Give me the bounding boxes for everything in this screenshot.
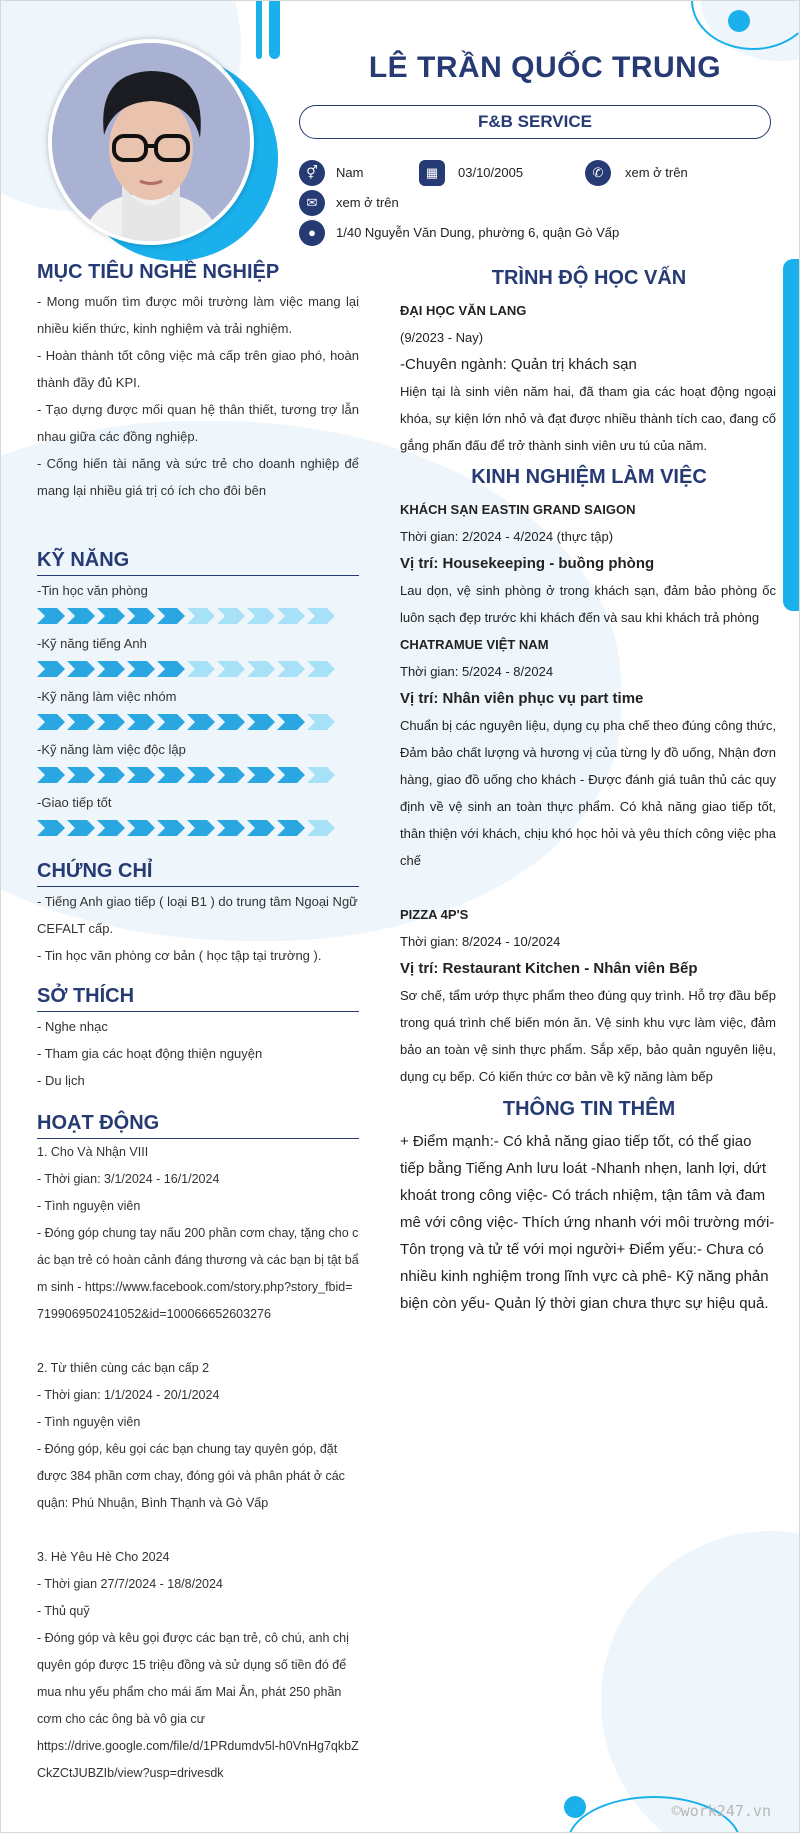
- skill-chevrons: [37, 820, 337, 836]
- watermark: ©work247.vn: [671, 1802, 771, 1820]
- education-period: (9/2023 - Nay): [400, 330, 484, 345]
- skill-chevron-filled: [97, 608, 125, 624]
- activity-time: - Thời gian 27/7/2024 - 18/8/2024: [37, 1577, 223, 1591]
- skill-chevron-empty: [217, 608, 245, 624]
- address-value: 1/40 Nguyễn Văn Dung, phường 6, quận Gò Vấp: [336, 225, 620, 240]
- bg-blob-bottom: [601, 1531, 800, 1833]
- skill-chevron-filled: [127, 767, 155, 783]
- additional-title: THÔNG TIN THÊM: [502, 1098, 676, 1120]
- hobbies-underline: [37, 1011, 359, 1012]
- objective-item: - Cống hiến tài năng và sức trẻ cho doanh nghiệp để mang lại nhiều giá trị có ích cho đôi bên: [37, 456, 359, 498]
- education-major: -Chuyên ngành: Quản trị khách sạn: [400, 356, 637, 373]
- hobbies-list: [37, 1013, 359, 1094]
- activity-desc: - Đóng góp và kêu gọi được các bạn trẻ, cô chú, anh chị quyên góp được 15 triệu đồng và sử dụng số tiền đó để mua nhu yếu phẩm cho mái ấm Mai Ân, phát 250 phần cơm cho các ông bà vô gia cư: [37, 1631, 349, 1726]
- skill-chevron-empty: [247, 661, 275, 677]
- certificates-list: [37, 888, 359, 969]
- spacer: [37, 1328, 359, 1355]
- skill-chevron-filled: [217, 820, 245, 836]
- skill-chevron-filled: [127, 661, 155, 677]
- skill-chevron-filled: [277, 820, 305, 836]
- education-desc: Hiện tại là sinh viên năm hai, đã tham gia các hoạt động ngoại khóa, sự kiện lớn nhỏ và đạt được nhiều thành tích cao, đang cố gắng phấn đấu để trở thành sinh viên ưu tú của năm.: [400, 384, 776, 453]
- skill-chevron-filled: [217, 714, 245, 730]
- hobby-item: - Nghe nhạc: [37, 1019, 108, 1034]
- birthday-value: 03/10/2005: [458, 165, 524, 180]
- activity-desc: - Đóng góp chung tay nấu 200 phần cơm chay, tặng cho các bạn trẻ có hoàn cảnh đáng thương và các bạn bị tật bẩm sinh - https://www.facebook.com/story.php?story_fbid= 719906950241052&id=100066652603276: [37, 1226, 359, 1321]
- skill-chevrons: [37, 661, 337, 677]
- candidate-name: LÊ TRẦN QUỐC TRUNG: [368, 51, 722, 84]
- skill-label: -Giao tiếp tốt: [37, 795, 112, 810]
- job-position: Vị trí: Nhân viên phục vụ part time: [400, 690, 644, 707]
- activity-time: - Thời gian: 3/1/2024 - 16/1/2024: [37, 1172, 220, 1186]
- certificate-item: - Tin học văn phòng cơ bản ( học tập tại trường ).: [37, 948, 322, 963]
- activity-name: 2. Từ thiên cùng các bạn cấp 2: [37, 1361, 210, 1375]
- objective-title: MỤC TIÊU NGHỀ NGHIỆP: [37, 261, 280, 283]
- skill-chevron-filled: [37, 661, 65, 677]
- skill-chevron-filled: [247, 820, 275, 836]
- job-desc: Sơ chế, tẩm ướp thực phẩm theo đúng quy trình. Hỗ trợ đầu bếp trong quá trình chế biến món ăn. Vệ sinh khu vực làm việc, đảm bảo an toàn vệ sinh thực phẩm. Sắp xếp, bảo quản nguyên liệu, dụng cụ bếp. Có kiến thức cơ bản về kỹ năng làm bếp: [400, 988, 776, 1084]
- experience-block: [400, 496, 776, 1090]
- skill-chevron-filled: [127, 714, 155, 730]
- skill-chevron-filled: [277, 714, 305, 730]
- experience-title: KINH NGHIỆM LÀM VIỆC: [471, 466, 707, 488]
- skill-chevron-filled: [67, 608, 95, 624]
- skill-chevrons: [37, 714, 337, 730]
- education-title: TRÌNH ĐỘ HỌC VẤN: [491, 267, 687, 289]
- job-time: Thời gian: 8/2024 - 10/2024: [400, 934, 561, 949]
- skill-chevron-filled: [157, 767, 185, 783]
- activity-name: 3. Hè Yêu Hè Cho 2024: [37, 1550, 170, 1564]
- certificates-title: CHỨNG CHỈ: [37, 860, 153, 882]
- skill-chevron-empty: [187, 608, 215, 624]
- activity-desc: - Đóng góp, kêu gọi các bạn chung tay quyên góp, đặt được 384 phần cơm chay, đóng gói và phân phát ở các quận: Phú Nhuận, Bình Thạnh và Gò Vấp: [37, 1442, 345, 1510]
- hobby-item: - Du lịch: [37, 1073, 85, 1088]
- skill-chevron-filled: [247, 767, 275, 783]
- skill-chevron-empty: [277, 661, 305, 677]
- deco-bar-2: [269, 1, 280, 59]
- skill-chevron-filled: [97, 714, 125, 730]
- skills-underline: [37, 575, 359, 576]
- skill-chevron-filled: [157, 714, 185, 730]
- skill-chevron-empty: [277, 608, 305, 624]
- activity-name: 1. Cho Và Nhận VIII: [37, 1145, 149, 1159]
- job-desc: Lau dọn, vệ sinh phòng ở trong khách sạn, đảm bảo phòng ốc luôn sạch đẹp trước khi khách đến và sau khi khách trả phòng: [400, 583, 776, 625]
- skill-chevron-filled: [127, 820, 155, 836]
- skill-chevron-filled: [247, 714, 275, 730]
- skill-chevron-filled: [37, 820, 65, 836]
- deco-dot-bottom: [564, 1796, 586, 1818]
- skill-chevron-empty: [307, 767, 335, 783]
- deco-dot-top: [728, 10, 750, 32]
- skill-chevron-filled: [277, 767, 305, 783]
- objective-item: - Tạo dựng được mối quan hệ thân thiết, tương trợ lẫn nhau giữa các đồng nghiệp.: [37, 402, 359, 444]
- skill-chevron-filled: [67, 820, 95, 836]
- certificate-item: - Tiếng Anh giao tiếp ( loại B1 ) do trung tâm Ngoại Ngữ CEFALT cấp.: [37, 894, 358, 936]
- skill-bar: [37, 608, 337, 624]
- skill-bar: [37, 767, 337, 783]
- skill-chevron-filled: [217, 767, 245, 783]
- skill-label: -Kỹ năng làm việc nhóm: [37, 689, 177, 704]
- activity-role: - Tình nguyện viên: [37, 1199, 141, 1213]
- skill-chevron-filled: [127, 608, 155, 624]
- skill-chevron-filled: [97, 661, 125, 677]
- skill-chevron-empty: [307, 661, 335, 677]
- job-time: Thời gian: 5/2024 - 8/2024: [400, 664, 554, 679]
- skill-chevron-filled: [97, 820, 125, 836]
- objective-item: - Mong muốn tìm được môi trường làm việc mang lại nhiều kiến thức, kinh nghiệm và trải nghiệm.: [37, 294, 359, 336]
- skill-bar: [37, 714, 337, 730]
- skill-chevron-filled: [187, 767, 215, 783]
- job-position: Vị trí: Housekeeping - buồng phòng: [400, 555, 655, 572]
- gender-icon: ⚥: [299, 160, 325, 186]
- job-time: Thời gian: 2/2024 - 4/2024 (thực tập): [400, 529, 614, 544]
- avatar: [52, 43, 250, 241]
- activity-link[interactable]: https://drive.google.com/file/d/1PRdumdv5l-h0VnHg7qkbZCkZCtJUBZIb/view?usp=drivesdk: [37, 1739, 359, 1780]
- activities-list: [37, 1139, 359, 1787]
- skill-chevron-filled: [157, 608, 185, 624]
- location-icon: ●: [299, 220, 325, 246]
- skill-chevron-empty: [187, 661, 215, 677]
- skills-title: KỸ NĂNG: [37, 549, 130, 571]
- skill-chevron-empty: [217, 661, 245, 677]
- gender-value: Nam: [336, 165, 364, 180]
- phone-value: xem ở trên: [625, 165, 688, 180]
- skill-chevron-filled: [97, 767, 125, 783]
- skill-chevron-empty: [307, 608, 335, 624]
- job-desc: Chuẩn bị các nguyên liệu, dụng cụ pha chế theo đúng công thức, Đảm bảo chất lượng và hương vị của từng ly đồ uống, Nhận đơn hàng, giao đồ uống cho khách - Được đánh giá tuân thủ các quy định về vệ sinh an toàn thực phẩm. Có khả năng giao tiếp tốt, thân thiện với khách, chịu khó học hỏi và yêu thích công việc pha chế: [400, 718, 776, 868]
- calendar-icon: ▦: [419, 160, 445, 186]
- skill-chevron-empty: [307, 820, 335, 836]
- job-position: Vị trí: Restaurant Kitchen - Nhân viên Bếp: [400, 960, 698, 977]
- deco-side-bar: [783, 259, 800, 611]
- spacer: [400, 874, 776, 901]
- skill-chevron-filled: [37, 608, 65, 624]
- skill-chevron-filled: [157, 661, 185, 677]
- skill-label: -Kỹ năng tiếng Anh: [37, 636, 147, 651]
- job-title: F&B SERVICE: [299, 105, 771, 139]
- activities-title: HOẠT ĐỘNG: [37, 1112, 160, 1134]
- activity-time: - Thời gian: 1/1/2024 - 20/1/2024: [37, 1388, 220, 1402]
- school-name: ĐẠI HỌC VĂN LANG: [400, 303, 527, 318]
- skill-bar: [37, 820, 337, 836]
- hobbies-title: SỞ THÍCH: [37, 985, 135, 1007]
- skill-chevrons: [37, 608, 337, 624]
- skill-chevron-filled: [67, 714, 95, 730]
- skill-chevron-filled: [37, 714, 65, 730]
- avatar-photo: [52, 43, 250, 241]
- deco-bar-1: [256, 1, 262, 59]
- skill-chevron-filled: [37, 767, 65, 783]
- skill-chevron-filled: [157, 820, 185, 836]
- skill-chevrons: [37, 767, 337, 783]
- skill-chevron-filled: [67, 767, 95, 783]
- skill-chevron-filled: [187, 820, 215, 836]
- avatar-frame: [48, 39, 254, 245]
- email-value: xem ở trên: [336, 195, 399, 210]
- hobby-item: - Tham gia các hoạt động thiện nguyện: [37, 1046, 263, 1061]
- skill-bar: [37, 661, 337, 677]
- company-name: CHATRAMUE VIỆT NAM: [400, 637, 549, 652]
- phone-icon: ✆: [585, 160, 611, 186]
- objective-item: - Hoàn thành tốt công việc mà cấp trên giao phó, hoàn thành đầy đủ KPI.: [37, 348, 359, 390]
- additional-content: + Điểm mạnh:- Có khả năng giao tiếp tốt, có thể giao tiếp bằng Tiếng Anh lưu loát -Nhanh nhẹn, lanh lợi, dứt khoát trong công việc- Có trách nhiệm, tận tâm và đam mê với công việc- Thích ứng nhanh với môi trường mới- Tôn trọng và tử tế với mọi người+ Điểm yếu:- Chưa có nhiều kinh nghiệm trong lĩnh vực cà phê- Kỹ năng phản biện còn yếu- Quản lý thời gian chưa thực sự hiệu quả.: [400, 1133, 775, 1312]
- skill-label: -Tin học văn phòng: [37, 583, 148, 598]
- skill-chevron-filled: [67, 661, 95, 677]
- activity-role: - Thủ quỹ: [37, 1604, 90, 1618]
- company-name: KHÁCH SẠN EASTIN GRAND SAIGON: [400, 502, 636, 517]
- additional-text: [400, 1128, 776, 1317]
- skill-chevron-filled: [187, 714, 215, 730]
- skill-chevron-empty: [307, 714, 335, 730]
- skill-chevron-empty: [247, 608, 275, 624]
- certificates-underline: [37, 886, 359, 887]
- education-block: [400, 297, 776, 459]
- skill-label: -Kỹ năng làm việc độc lập: [37, 742, 186, 757]
- email-icon: ✉: [299, 190, 325, 216]
- activity-role: - Tình nguyện viên: [37, 1415, 141, 1429]
- objective-list: [37, 288, 359, 504]
- company-name: PIZZA 4P'S: [400, 907, 469, 922]
- spacer: [37, 1517, 359, 1544]
